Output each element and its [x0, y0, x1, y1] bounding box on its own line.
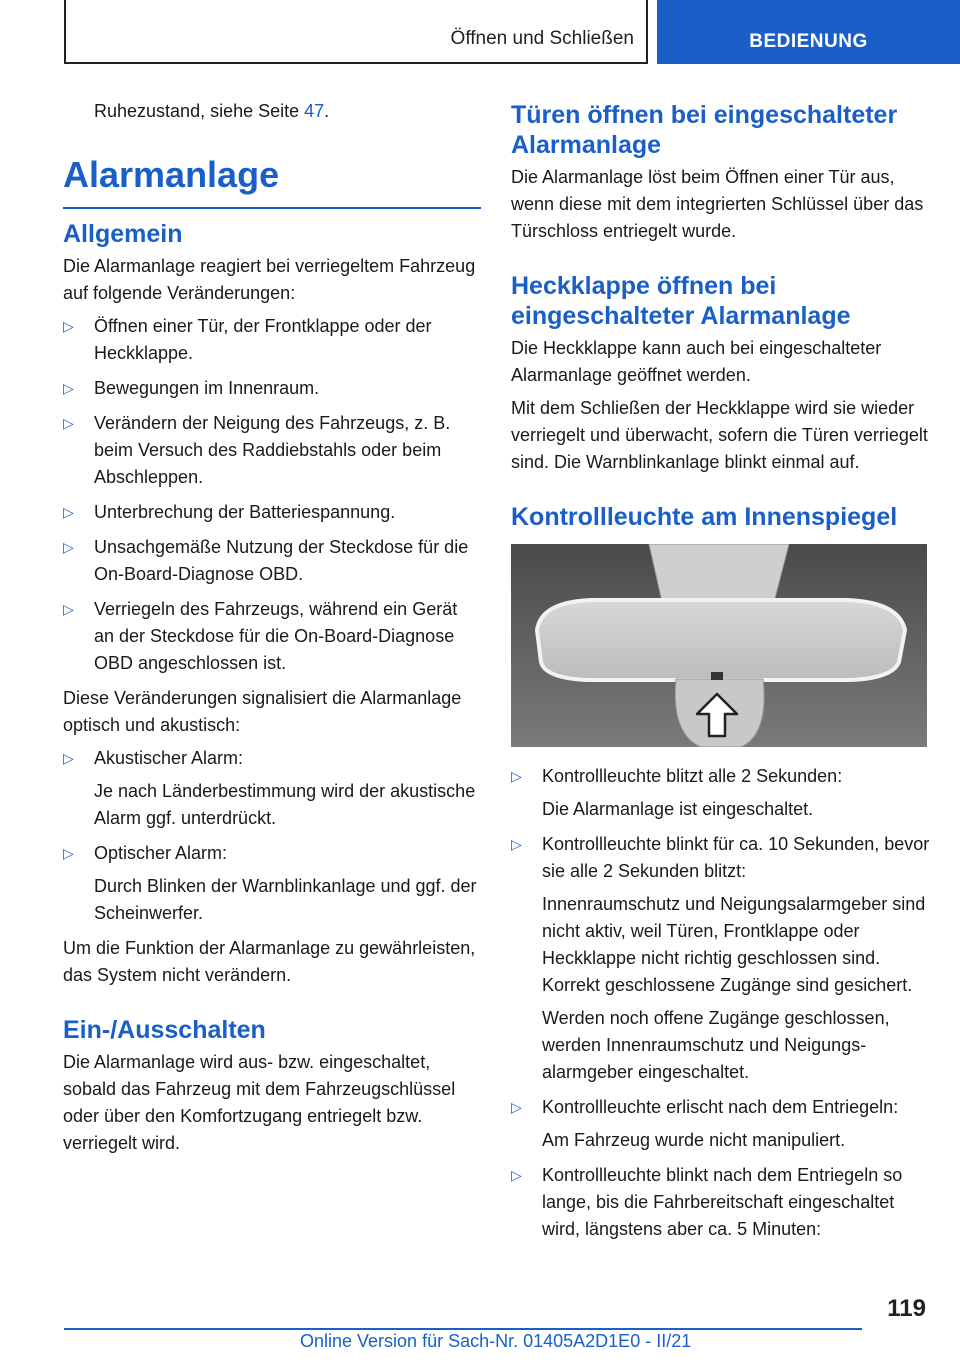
heading-alarmanlage: Alarmanlage	[63, 155, 481, 209]
rearview-mirror-illustration	[511, 544, 927, 747]
heading-heckklappe: Heckklappe öffnen bei eingeschalteter Alarmanlage	[511, 272, 851, 330]
list-item: ▷ Verändern der Neigung des Fahrzeugs, z. B. beim Versuch des Raddiebstahls oder beim Abschleppen.	[63, 410, 481, 491]
list-item: ▷ Verriegeln des Fahrzeugs, während ein Gerät an der Steckdose für die On-Board-Diagnose OBD angeschlossen ist.	[63, 596, 481, 677]
intro-end: .	[324, 101, 330, 121]
list-item-detail: Je nach Länderbestimmung wird der akustische Alarm ggf. unterdrückt.	[94, 781, 476, 828]
intro-paragraph	[63, 98, 481, 125]
triangle-bullet-icon: ▷	[511, 768, 522, 784]
heading-allgemein: Allgemein	[63, 220, 183, 248]
list-item: ▷ Unterbrechung der Batteriespannung.	[63, 499, 481, 526]
list-item-detail: Innenraumschutz und Neigungsalarmgeber sind nicht aktiv, weil Türen, Frontklappe oder Heckklappe nicht richtig geschlossen sind. Korrekt geschlossene Zugänge sind gesichert.	[542, 894, 926, 995]
section-title: Öffnen und Schließen	[450, 28, 634, 49]
list-item: ▷ Kontrollleuchte blinkt für ca. 10 Sekunden, bevor sie alle 2 Sekunden blitzt: Innenraumschutz und Neigungsalarmgeber sind nicht aktiv, weil Türen, Frontklappe oder Heckklappe nicht richtig geschlossen sind. Korrekt geschlossene Zugänge sind gesichert. Werden noch offene Zugänge geschlossen, werden Innenraumschutz und Neigungsalarmgeber eingeschaltet.	[511, 831, 931, 1086]
allgemein-outro: Um die Funktion der Alarmanlage zu gewährleisten, das System nicht verändern.	[63, 938, 476, 985]
triangle-bullet-icon: ▷	[511, 1099, 522, 1115]
triangle-bullet-icon: ▷	[63, 601, 74, 617]
triangle-bullet-icon: ▷	[511, 836, 522, 852]
changes-list	[63, 313, 481, 677]
list-item: ▷ Unsachgemäße Nutzung der Steckdose für die On-Board-Diagnose OBD.	[63, 534, 481, 588]
right-column	[511, 100, 931, 1251]
list-item: ▷ Akustischer Alarm: Je nach Länderbestimmung wird der akustische Alarm ggf. unterdrückt.	[63, 745, 481, 832]
list-item-detail: Die Alarmanlage ist eingeschaltet.	[542, 799, 814, 819]
footer-divider	[64, 1328, 862, 1330]
signal-text: Diese Veränderungen signalisiert die Alarmanlage optisch und akustisch:	[63, 688, 462, 735]
indicator-list	[511, 763, 931, 1243]
triangle-bullet-icon: ▷	[63, 415, 74, 431]
list-item-detail: Durch Blinken der Warnblinkanlage und ggf. der Scheinwerfer.	[94, 876, 477, 923]
list-item: ▷ Kontrollleuchte erlischt nach dem Entriegeln: Am Fahrzeug wurde nicht manipuliert.	[511, 1094, 931, 1154]
list-item-detail: Werden noch offene Zugänge geschlossen, werden Innenraumschutz und Neigungsalarmgeber eingeschaltet.	[542, 1008, 890, 1082]
left-column	[63, 98, 481, 1163]
page-link[interactable]: 47	[304, 101, 325, 121]
heading-ein-ausschalten: Ein-/Ausschalten	[63, 1016, 266, 1044]
alarm-types-list	[63, 745, 481, 927]
list-item: ▷ Kontrollleuchte blitzt alle 2 Sekunden: Die Alarmanlage ist eingeschaltet.	[511, 763, 931, 823]
ein-aus-text: Die Alarmanlage wird aus- bzw. eingeschaltet, sobald das Fahrzeug mit dem Fahrzeugschlüssel oder über den Komfortzugang entriegelt bzw. verriegelt wird.	[63, 1052, 456, 1153]
triangle-bullet-icon: ▷	[511, 1167, 522, 1183]
triangle-bullet-icon: ▷	[63, 539, 74, 555]
triangle-bullet-icon: ▷	[63, 750, 74, 766]
header-section-box	[64, 0, 648, 64]
list-item: ▷ Öffnen einer Tür, der Frontklappe oder der Heckklappe.	[63, 313, 481, 367]
list-item: ▷ Bewegungen im Innenraum.	[63, 375, 481, 402]
list-item: ▷ Kontrollleuchte blinkt nach dem Entriegeln so lange, bis die Fahrbereitschaft eingeschaltet wird, längstens aber ca. 5 Minuten:	[511, 1162, 931, 1243]
heading-tueren-oeffnen: Türen öffnen bei eingeschalteter Alarmanlage	[511, 101, 898, 159]
heading-kontrollleuchte: Kontrollleuchte am Innenspiegel	[511, 503, 898, 531]
triangle-bullet-icon: ▷	[63, 318, 74, 334]
list-item-detail: Am Fahrzeug wurde nicht manipuliert.	[542, 1130, 846, 1150]
heckklappe-text-1: Die Heckklappe kann auch bei eingeschalteter Alarmanlage geöffnet werden.	[511, 338, 882, 385]
list-item: ▷ Optischer Alarm: Durch Blinken der Warnblinkanlage und ggf. der Scheinwerfer.	[63, 840, 481, 927]
heckklappe-text-2: Mit dem Schließen der Heckklappe wird sie wieder verriegelt und überwacht, sofern die Türen verriegelt sind. Die Warnblinkanlage blinkt einmal auf.	[511, 398, 928, 472]
page-number: 119	[887, 1295, 926, 1322]
tueren-text: Die Alarmanlage löst beim Öffnen einer Tür aus, wenn diese mit dem integrierten Schlüssel über das Türschloss entriegelt wurde.	[511, 167, 924, 241]
allgemein-intro: Die Alarmanlage reagiert bei verriegeltem Fahrzeug auf folgende Veränderungen:	[63, 256, 476, 303]
chapter-tab[interactable]: BEDIENUNG	[657, 0, 960, 64]
triangle-bullet-icon: ▷	[63, 504, 74, 520]
intro-text: Ruhezustand, siehe Seite	[94, 101, 305, 121]
triangle-bullet-icon: ▷	[63, 845, 74, 861]
online-version-note: Online Version für Sach-Nr. 01405A2D1E0 - II/21	[300, 1331, 692, 1351]
triangle-bullet-icon: ▷	[63, 380, 74, 396]
